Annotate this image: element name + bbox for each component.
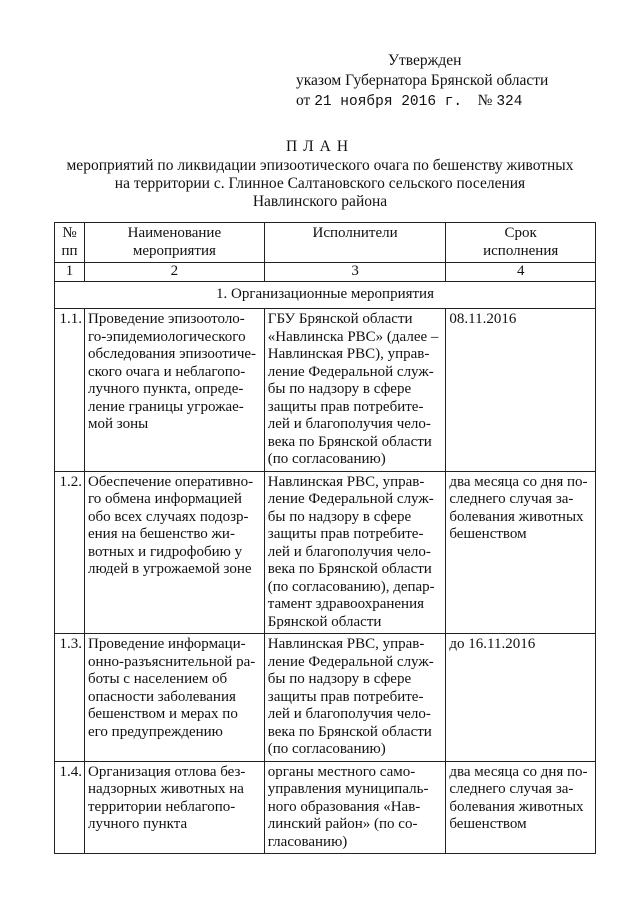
index-cell: 3 [264,263,446,282]
row-activity: Проведение эпизоотоло- го-эпидемиологического обследования эпизоотиче- ского очага и неблагопо- лучного пункта, опреде- ление границы угрожае- мой зоны [84,309,264,472]
title-line-3: Навлинского района [252,193,388,210]
index-row [55,263,596,282]
table-row [55,471,596,634]
row-executors: ГБУ Брянской области «Навлинска РВС» (далее – Навлинская РВС), управ- ление Федеральной служ- бы по надзору в сфере защиты прав потребите- лей и благополучия чело- века по Брянской области (по согласованию) [264,309,446,472]
header-name: Наименование мероприятия [84,223,264,263]
row-activity: Проведение информаци- онно-разъяснительной ра- боты с населением об опасности заболевания бешенством и мерах по его предупреждению [84,634,264,762]
index-cell: 2 [84,263,264,282]
document-title [0,138,640,211]
table-row [55,761,596,854]
section-title: 1. Организационные мероприятия [55,281,596,309]
plan-table [54,222,596,854]
date-prefix: от [296,92,311,109]
plan-table-body [55,223,596,854]
section-row [55,281,596,309]
header-executors: Исполнители [264,223,446,263]
row-number: 1.3. [55,634,85,762]
row-number: 1.1. [55,309,85,472]
row-executors: органы местного само- управления муниципаль- ного образования «Нав- линский район» (по со- гласованию) [264,761,446,854]
row-term: два месяца со дня по- следнего случая за- болевания животных бешенством [446,761,596,854]
row-activity: Обеспечение оперативно- го обмена информацией обо всех случаях подозр- ения на бешенство жи- вотных и гидрофобию у людей в угрожаемой зоне [84,471,264,634]
approval-stamp [296,51,548,112]
row-term: два месяца со дня по- следнего случая за- болевания животных бешенством [446,471,596,634]
approval-line-date [296,91,548,112]
header-num: № пп [55,223,85,263]
decree-number: 324 [496,94,523,110]
row-term: до 16.11.2016 [446,634,596,762]
approval-line-decree: указом Губернатора Брянской области [296,72,549,89]
decree-date: 21 ноября 2016 г. [314,94,463,110]
title-plan: ПЛАН [285,138,355,155]
header-row [55,223,596,263]
index-cell: 1 [55,263,85,282]
index-cell: 4 [446,263,596,282]
table-row [55,634,596,762]
row-executors: Навлинская РВС, управ- ление Федеральной служ- бы по надзору в сфере защиты прав потребите- лей и благополучия чело- века по Брянской области (по согласованию), депар- тамент здравоохранения Брянской области [264,471,446,634]
row-activity: Организация отлова без- надзорных животных на территории неблагопо- лучного пункта [84,761,264,854]
approval-line-approved: Утвержден [388,52,462,69]
row-term: 08.11.2016 [446,309,596,472]
title-line-1: мероприятий по ликвидации эпизоотического очага по бешенству животных [66,157,574,174]
row-number: 1.2. [55,471,85,634]
row-number: 1.4. [55,761,85,854]
table-row [55,309,596,472]
row-executors: Навлинская РВС, управ- ление Федеральной служ- бы по надзору в сфере защиты прав потребите- лей и благополучия чело- века по Брянской области (по согласованию) [264,634,446,762]
title-line-2: на территории с. Глинное Салтановского сельского поселения [114,175,526,192]
number-sign: № [477,92,493,109]
header-term: Срок исполнения [446,223,596,263]
